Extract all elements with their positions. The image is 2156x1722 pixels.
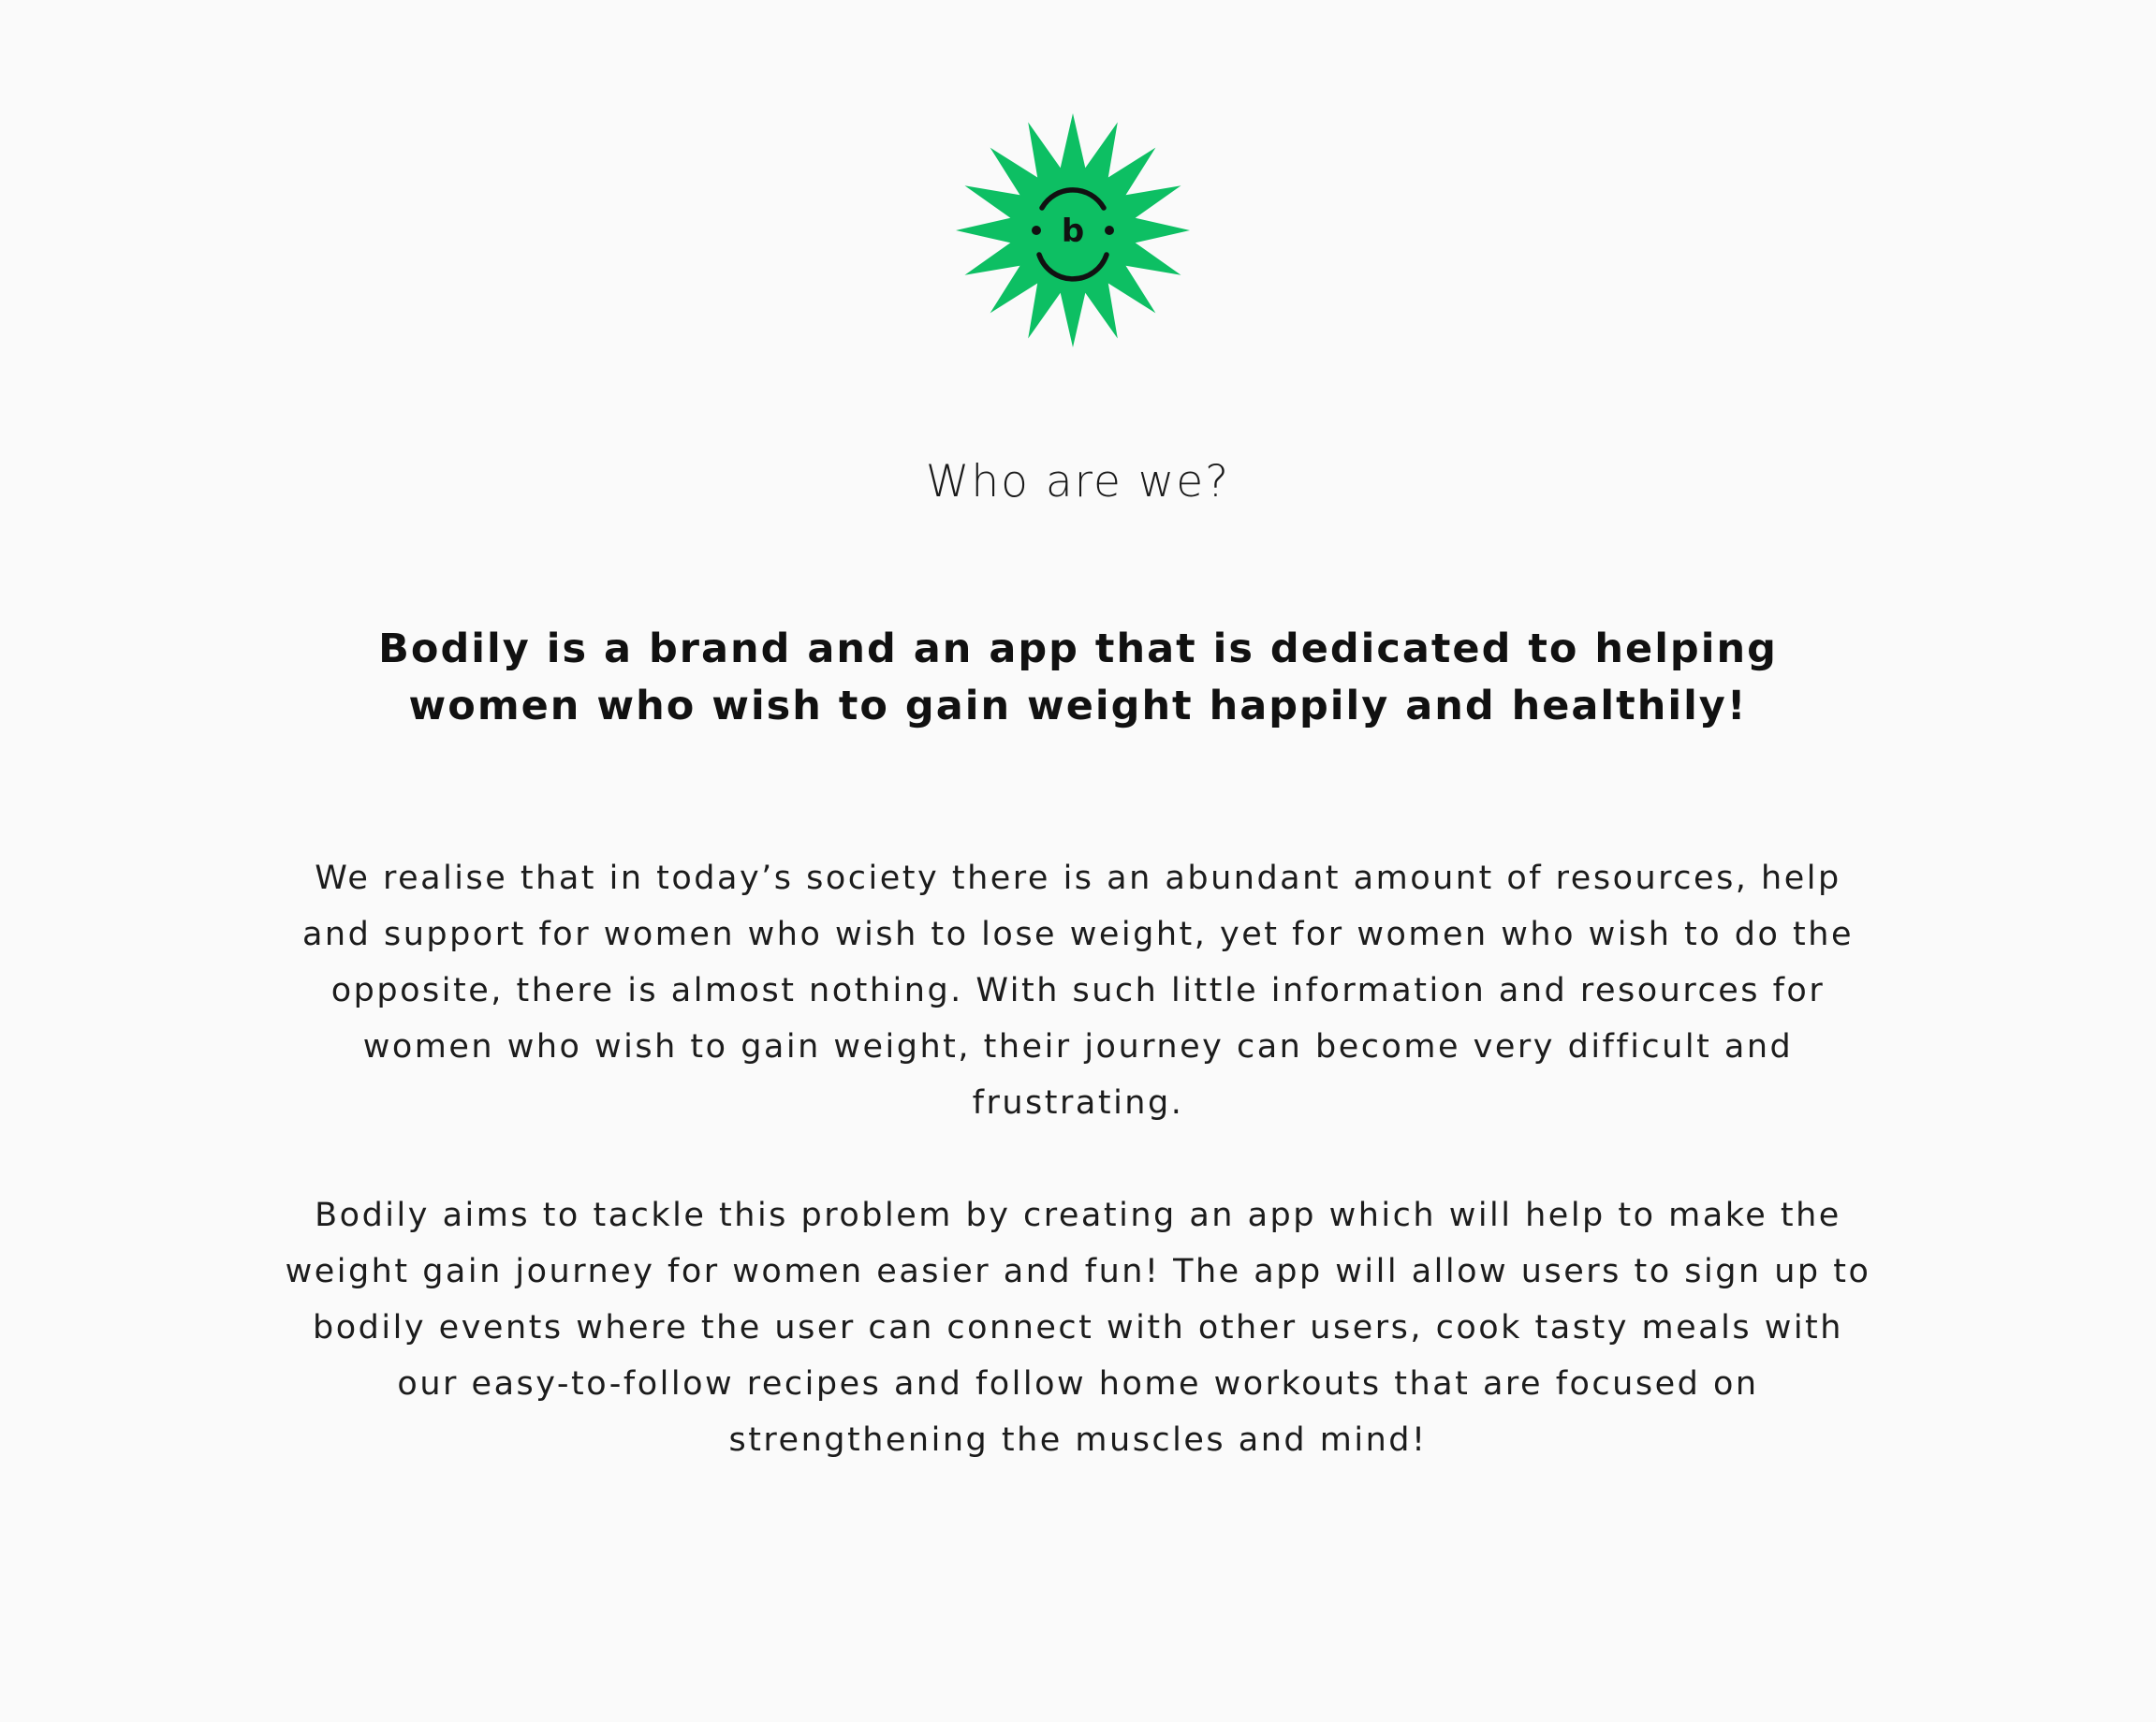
logo-letter: b: [1061, 213, 1085, 250]
section-heading: Who are we?: [925, 456, 1231, 508]
logo-left-eye: [1032, 226, 1041, 235]
bodily-logo: [956, 112, 1190, 348]
solution-paragraph: Bodily aims to tackle this problem by creating an app which will help to make the weight gain journey for women easier and fun! The app will allow users to sign up to bodily events where the user can connect with other users, cook tasty meals with our easy-to-follow recipes and follow home workouts that are focused on strengthening the muscles and mind!: [285, 1197, 1871, 1459]
brand-tagline: Bodily is a brand and an app that is dedicated to helping women who wish to gain weight happily and healthily!: [378, 626, 1778, 729]
bodily-starburst-icon: [956, 112, 1190, 348]
problem-paragraph: We realise that in today’s society there is an abundant amount of resources, help and support for women who wish to lose weight, yet for women who wish to do the opposite, there is almost nothing. With such little information and resources for women who wish to gain weight, their journey can become very difficult and frustrating.: [301, 860, 1854, 1122]
logo-right-eye: [1105, 226, 1114, 235]
